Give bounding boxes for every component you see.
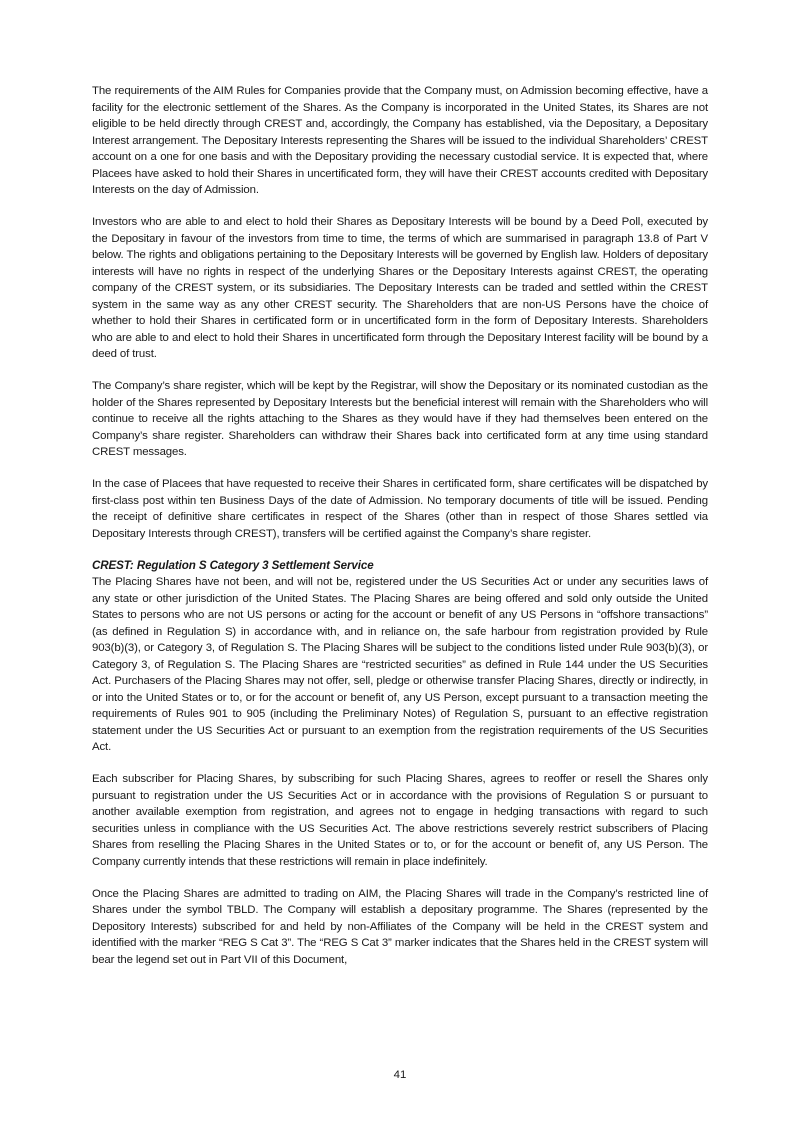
paragraph-trading-on-aim: Once the Placing Shares are admitted to trading on AIM, the Placing Shares will trade in the Company’s restricted line of Shares under the symbol TBLD. The Company will establish a depositary programme. The Shares (represented by the Depository Interests) subscribed for and held by non-Affiliates of the Company will be held in the CREST system and identified with the marker “REG S Cat 3”. The “REG S Cat 3” marker indicates that the Shares held in the CREST system will bear the legend set out in Part VII of this Document, (92, 887, 708, 966)
paragraph-subscriber-restrictions: Each subscriber for Placing Shares, by subscribing for such Placing Shares, agrees to reoffer or resell the Shares only pursuant to registration under the US Securities Act or in accordance with the provisions of Regulation S or pursuant to another available exemption from registration, and agrees not to engage in hedging transactions with regard to such securities unless in compliance with the US Securities Act. The above restrictions severely restrict subscribers of Placing Shares from reselling the Placing Shares in the United States or to, or for the account or benefit of, any US Person. The Company currently intends that these restrictions will remain in place indefinitely. (92, 773, 708, 868)
document-page (92, 83, 708, 968)
paragraph-share-register: The Company’s share register, which will be kept by the Registrar, will show the Depositary or its nominated custodian as the holder of the Shares represented by Depositary Interests but the beneficial interest will remain with the Shareholders who will continue to receive all the rights attaching to the Shares as they would have if they had themselves been entered on the Company’s share register. Shareholders can withdraw their Shares back into certificated form at any time using standard CREST messages. (92, 380, 708, 458)
paragraph-placing-shares-registration: The Placing Shares have not been, and will not be, registered under the US Securities Act or under any securities laws of any state or other jurisdiction of the United States. The Placing Shares are being offered and sold only outside the United States to persons who are not US persons or acting for the account or benefit of any US Persons in “offshore transactions” (as defined in Regulation S) in accordance with, and in reliance on, the safe harbour from registration provided by Rule 903(b)(3), or Category 3, of Regulation S. The Placing Shares will be subject to the conditions listed under Rule 903(b)(3), or Category 3, of Regulation S. The Placing Shares are “restricted securities” as defined in Rule 144 under the US Securities Act. Purchasers of the Placing Shares may not offer, sell, pledge or otherwise transfer Placing Shares, directly or indirectly, in or into the United States or to, or for the account or benefit of, any US Person, except pursuant to a transaction meeting the requirements of Rules 901 to 905 (including the Preliminary Notes) of Regulation S, pursuant to an effective registration statement under the US Securities Act or pursuant to an exemption from the registration requirements of the US Securities Act. (92, 576, 708, 753)
section-heading-crest-regulation-s: CREST: Regulation S Category 3 Settlement Service (92, 558, 374, 572)
paragraph-deed-poll: Investors who are able to and elect to hold their Shares as Depositary Interests will be bound by a Deed Poll, executed by the Depositary in favour of the investors from time to time, the terms of which are summarised in paragraph 13.8 of Part V below. The rights and obligations pertaining to the Depositary Interests will be governed by English law. Holders of depositary interests will have no rights in respect of the underlying Shares or the Depositary Interests against CREST, the operating company of the CREST system, or its subsidiaries. The Depositary Interests can be traded and settled within the CREST system in the same way as any other CREST security. The Shareholders that are non-US Persons have the choice of whether to hold their Shares in certificated form or in uncertificated form in the form of Depositary Interests. Shareholders who are able to and elect to hold their Shares in uncertificated form through the Depositary Interest facility will be bound by a deed of trust. (92, 216, 708, 360)
page-number: 41 (393, 1069, 407, 1081)
paragraph-settlement-facility: The requirements of the AIM Rules for Companies provide that the Company must, on Admission becoming effective, have a facility for the electronic settlement of the Shares. As the Company is incorporated in the United States, its Shares are not eligible to be held directly through CREST and, accordingly, the Company has established, via the Depositary, a Depositary Interest arrangement. The Depositary Interests representing the Shares will be issued to the individual Shareholders’ CREST account on a one for one basis and with the Depositary providing the necessary custodial service. It is expected that, where Placees have asked to hold their Shares in uncertificated form, they will have their CREST accounts credited with Depositary Interests on the day of Admission. (92, 85, 708, 196)
paragraph-certificated-form: In the case of Placees that have requested to receive their Shares in certificated form, share certificates will be dispatched by first-class post within ten Business Days of the date of Admission. No temporary documents of title will be issued. Pending the receipt of definitive share certificates in respect of the Shares (other than in respect of those Shares settled via Depositary Interests through CREST), transfers will be certified against the Company’s share register. (92, 478, 708, 540)
